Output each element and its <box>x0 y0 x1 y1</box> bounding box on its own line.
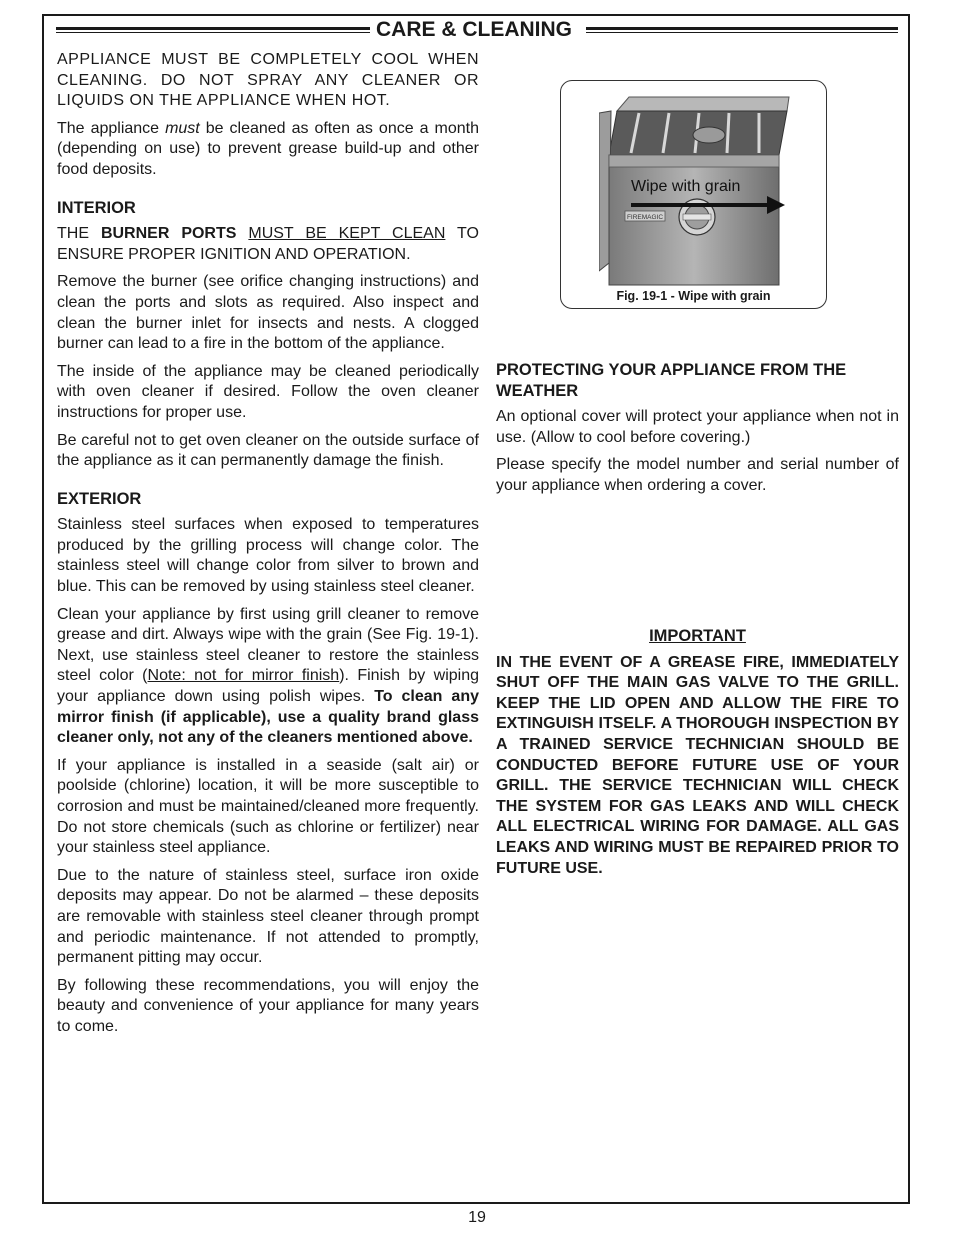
exterior-paragraph-iron-oxide: Due to the nature of stainless steel, surface iron oxide deposits may appear. Do not be alarmed – these deposits are removable with stainless steel cleaner through prompt and periodic maintenance. If not attended to promptly, permanent pitting may occur. <box>57 866 479 967</box>
important-title: IMPORTANT <box>649 627 746 645</box>
clean-text-a: Clean your appliance by first using grill cleaner to remove grease and dirt. Always wipe with the grain (See Fig. 19-1). Next, use stainless steel cleaner to restore the stainless steel color ( <box>57 605 479 685</box>
exterior-paragraph-seaside: If your appliance is installed in a seaside (salt air) or poolside (chlorine) location, it will be more susceptible to corrosion and must be maintained/cleaned more frequently. Do not store chemicals (such as chlorine or fertilizer) near your stainless steel appliance. <box>57 756 479 857</box>
header-rule-left <box>56 27 370 33</box>
weather-paragraph-cover: An optional cover will protect your appliance when not in use. (Allow to cool before covering.) <box>496 408 899 446</box>
ports-text-a: THE <box>57 225 101 243</box>
wipe-with-grain-label: Wipe with grain <box>631 178 741 195</box>
page-number: 19 <box>468 1209 486 1226</box>
burner-ports-notice <box>57 224 479 265</box>
exterior-paragraph-enjoy: By following these recommendations, you will enjoy the beauty and convenience of your appliance for many years to come. <box>57 976 479 1035</box>
ports-text-underline: MUST BE KEPT CLEAN <box>248 225 446 243</box>
ports-text-d: TO ENSURE PROPER IGNITION AND OPERATION. <box>57 225 479 263</box>
freq-text-a: The appliance <box>57 119 166 137</box>
freq-emphasis: must <box>165 119 200 137</box>
cleaning-frequency <box>57 119 479 181</box>
left-column <box>57 50 479 1045</box>
ports-text-bold: BURNER PORTS <box>100 225 237 243</box>
weather-heading: PROTECTING YOUR APPLIANCE FROM THE WEATHER <box>496 361 847 400</box>
grease-fire-warning: IN THE EVENT OF A GREASE FIRE, IMMEDIATELY SHUT OFF THE MAIN GAS VALVE TO THE GRILL. KEEP THE LID OPEN AND ALLOW THE FIRE TO EXTINGUISH ITSELF. A THOROUGH INSPECTION BY A TRAINED SERVICE TECHNICIAN SHOULD BE CONDUCTED BEFORE FUTURE USE OF YOUR GRILL. THE SERVICE TECHNICIAN WILL CHECK THE SYSTEM FOR GAS LEAKS AND WILL CHECK ALL ELECTRICAL WIRING FOR DAMAGE. ALL GAS LEAKS AND WIRING MUST BE REPAIRED PRIOR TO FUTURE USE. <box>496 653 899 877</box>
exterior-paragraph-color: Stainless steel surfaces when exposed to temperatures produced by the grilling process will change color. The stainless steel will change color from silver to brown and blue. This can be removed by using stainless steel cleaner. <box>57 516 479 596</box>
interior-paragraph-oven-cleaner: The inside of the appliance may be cleaned periodically with oven cleaner if desired. Follow the oven cleaner instructions for proper use. <box>57 362 479 421</box>
header-rule-right <box>586 27 898 33</box>
interior-paragraph-remove-burner: Remove the burner (see orifice changing instructions) and clean the ports and slots as required. Also inspect and clean the burner inlet for insects and nests. A clogged burner can lead to a fire in the bottom of the appliance. <box>57 273 479 353</box>
clean-text-c: ). Finish by wiping your appliance down using polish wipes. <box>57 667 479 706</box>
clean-text-mirror: To clean any mirror finish (if applicable), use a quality brand glass cleaner only, not any of the cleaners mentioned above. <box>57 688 479 747</box>
figure-19-1 <box>560 80 827 309</box>
exterior-heading: EXTERIOR <box>57 489 142 508</box>
figure-caption: Fig. 19-1 - Wipe with grain <box>616 289 771 303</box>
important-notice <box>496 626 899 879</box>
cool-warning: APPLIANCE MUST BE COMPLETELY COOL WHEN CLEANING. DO NOT SPRAY ANY CLEANER OR LIQUIDS ON THE APPLIANCE WHEN HOT. <box>57 51 479 110</box>
side-burner-photo <box>599 93 792 289</box>
section-title: CARE & CLEANING <box>376 18 573 41</box>
interior-heading: INTERIOR <box>57 198 136 217</box>
freq-text-b: be cleaned as often as once a month (depending on use) to prevent grease build-up and other food deposits. <box>57 119 479 178</box>
clean-text-note: Note: not for mirror finish <box>147 667 340 685</box>
exterior-paragraph-clean <box>57 605 479 749</box>
interior-paragraph-careful: Be careful not to get oven cleaner on the outside surface of the appliance as it can permanently damage the finish. <box>57 431 479 470</box>
weather-paragraph-model: Please specify the model number and serial number of your appliance when ordering a cover. <box>496 456 899 494</box>
section-header <box>56 17 898 45</box>
brand-plate-label: FIREMAGIC <box>626 214 664 221</box>
right-column <box>496 360 899 504</box>
